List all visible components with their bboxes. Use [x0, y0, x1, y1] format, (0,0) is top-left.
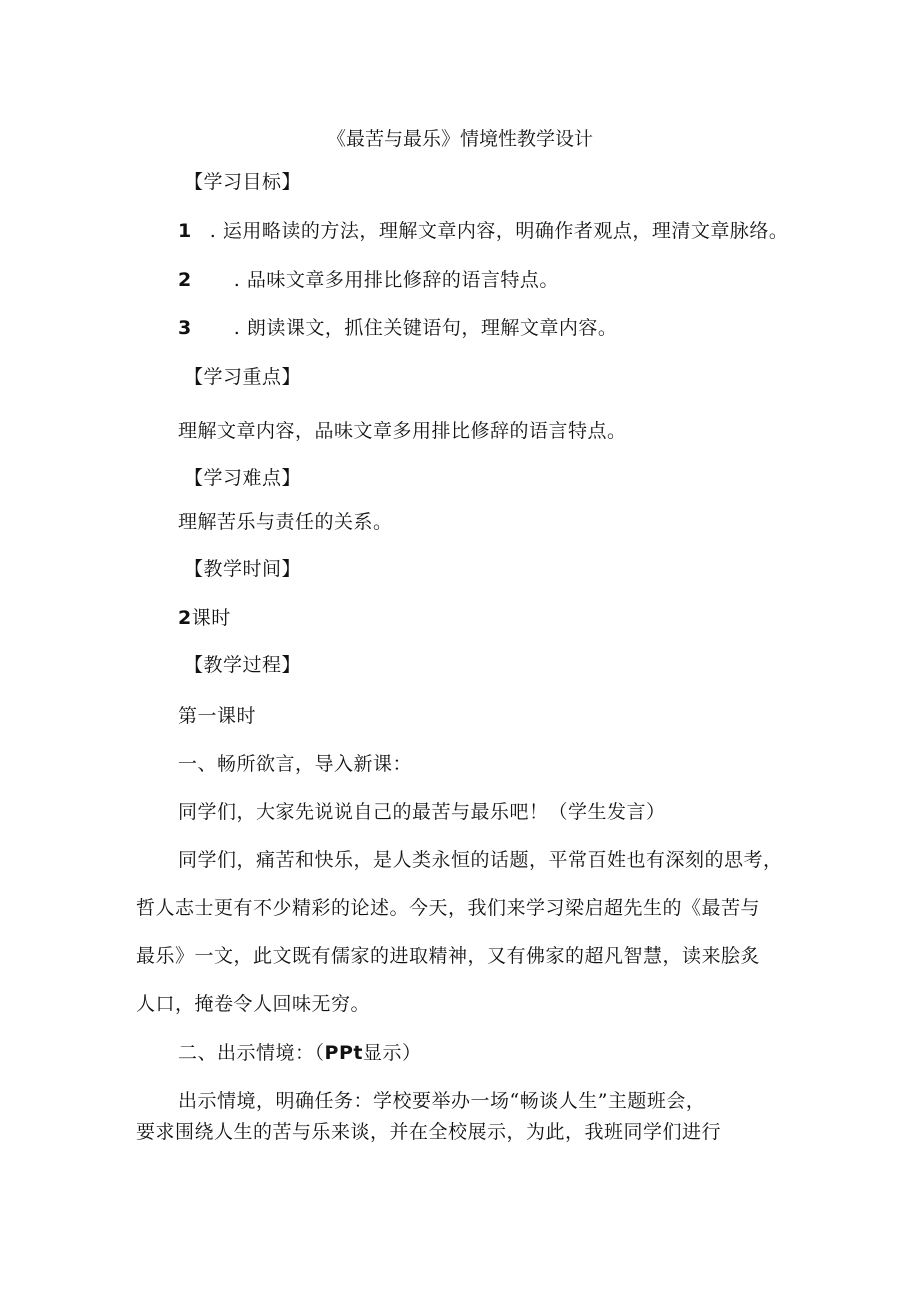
difficulty-heading: 【学习难点】 [184, 467, 302, 489]
objective-number: 2 [178, 269, 192, 291]
step-two-paragraph-line-2: 要求围绕人生的苦与乐来谈，并在全校展示，为此，我班同学们进行 [136, 1121, 722, 1143]
objective-text: . 朗读课文，抓住关键语句，理解文章内容。 [233, 317, 618, 339]
step-two-paragraph-line-1: 出示情境，明确任务：学校要举办一场“畅谈人生”主题班会， [178, 1090, 706, 1112]
objective-item-3 [178, 316, 617, 340]
time-text [178, 606, 231, 630]
step-two-suffix: 显示） [362, 1042, 422, 1064]
lesson-one-label: 第一课时 [178, 705, 257, 727]
step-one-paragraph-2-line-3: 最乐》一文，此文既有儒家的进取精神，又有佛家的超凡智慧，读来脍炙 [136, 945, 761, 967]
objective-text: . 品味文章多用排比修辞的语言特点。 [233, 269, 559, 291]
step-one-paragraph-2-line-4: 人口，掩卷令人回味无穷。 [136, 993, 371, 1015]
objectives-heading: 【学习目标】 [184, 171, 302, 193]
objective-item-1 [178, 219, 788, 243]
objective-text: . 运用略读的方法，理解文章内容，明确作者观点，理清文章脉络。 [209, 220, 789, 242]
document-title: 《最苦与最乐》情境性教学设计 [326, 128, 593, 150]
step-one-paragraph-2-line-1: 同学们，痛苦和快乐，是人类永恒的话题，平常百姓也有深刻的思考， [178, 849, 783, 871]
difficulty-text: 理解苦乐与责任的关系。 [178, 511, 393, 533]
process-heading: 【教学过程】 [184, 654, 302, 676]
step-two-ppt: PPt [324, 1042, 363, 1064]
time-heading: 【教学时间】 [184, 558, 302, 580]
time-unit: 课时 [191, 607, 231, 629]
time-number: 2 [178, 607, 192, 629]
step-one-heading: 一、畅所欲言，导入新课： [178, 753, 413, 775]
key-text: 理解文章内容，品味文章多用排比修辞的语言特点。 [178, 420, 627, 442]
objective-number: 1 [178, 220, 192, 242]
key-heading: 【学习重点】 [184, 366, 302, 388]
objective-number: 3 [178, 317, 192, 339]
step-two-heading [178, 1041, 421, 1065]
step-two-prefix: 二、出示情境：（ [178, 1042, 325, 1064]
step-one-paragraph-2-line-2: 哲人志士更有不少精彩的论述。今天，我们来学习梁启超先生的《最苦与 [136, 897, 761, 919]
objective-item-2 [178, 268, 559, 292]
step-one-paragraph-1: 同学们，大家先说说自己的最苦与最乐吧！（学生发言） [178, 801, 666, 823]
